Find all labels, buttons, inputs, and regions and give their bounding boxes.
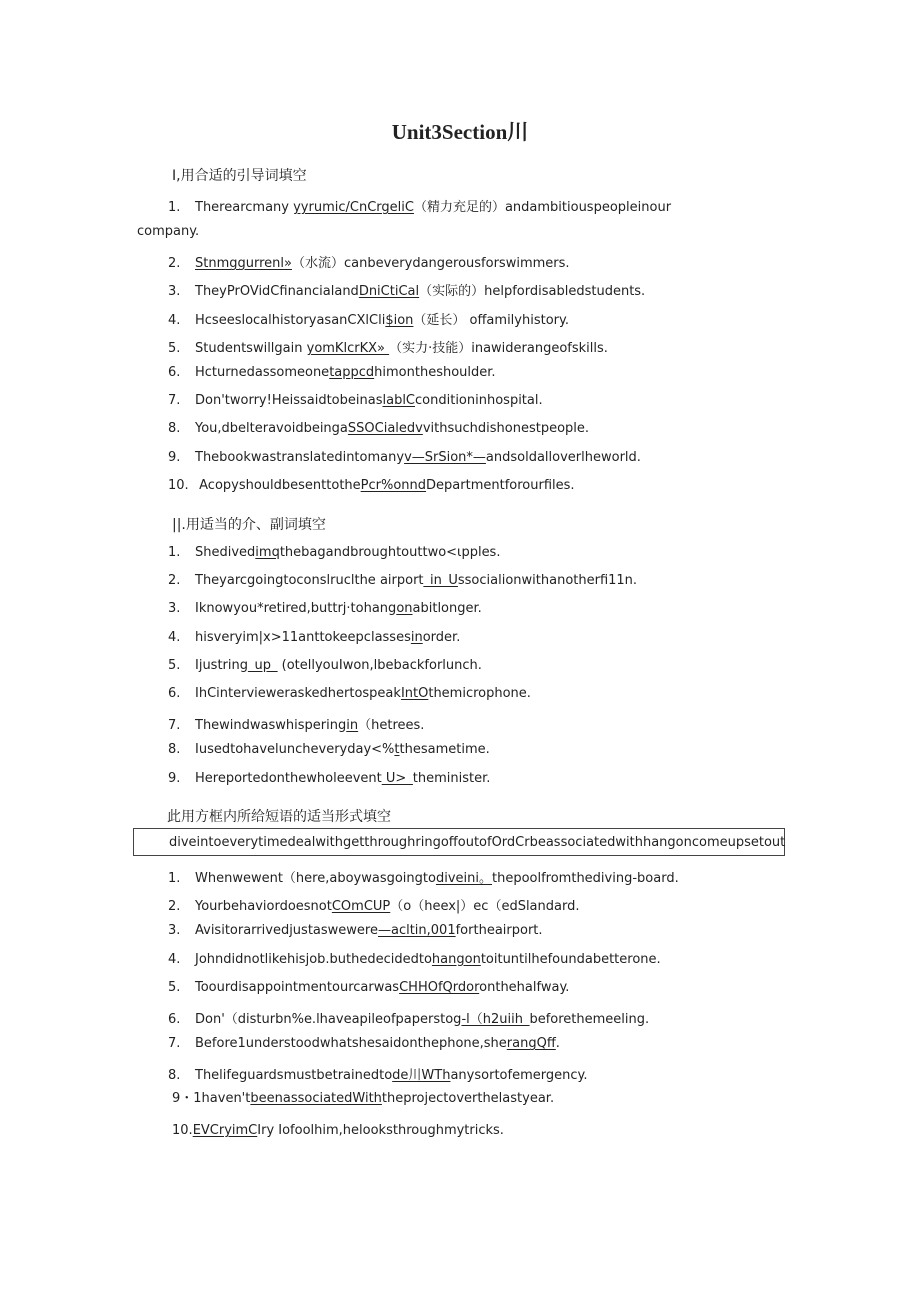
item-text: . [555, 1036, 560, 1052]
exercise-item [168, 771, 490, 786]
item-text: （o（heex|）ec（edSlandard. [390, 899, 580, 915]
item-text: Ijustring [195, 657, 249, 673]
phrase-list: diveintoeverytimedealwithgetthroughringoffoutofOrdCrbeassociatedwithhangoncomeupsetout [169, 835, 786, 850]
answer-blank: Pcr%onnd [360, 477, 427, 493]
item-number: 2. [168, 256, 181, 272]
item-text: Studentswillgain [195, 340, 307, 356]
exercise-item [168, 573, 637, 588]
answer-blank: DniCtiCal [358, 284, 420, 300]
item-text: You,dbelteravoidbeinga [195, 421, 348, 437]
exercise-item [168, 658, 482, 673]
item-number: 6. [168, 686, 181, 701]
item-number: 8. [168, 421, 181, 437]
exercise-item [168, 686, 531, 701]
item-text: （实际的）helpfordisabledstudents. [419, 284, 646, 300]
exercise-item [168, 450, 641, 465]
exercise-item [168, 393, 543, 408]
item-number: 4. [168, 629, 181, 645]
exercise-item [168, 365, 496, 380]
item-text: theprojectoverthelastyear. [381, 1091, 555, 1106]
item-text: Whenwewent（here,aboywasgoingto [195, 871, 436, 886]
exercise-item [168, 867, 679, 886]
item-text: conditioninhospital. [415, 393, 543, 409]
item-text: themicrophone. [428, 686, 531, 701]
answer-blank: v—SrSion*— [404, 449, 486, 465]
exercise-item [168, 309, 569, 328]
answer-blank: on [396, 601, 413, 617]
item-text: order. [422, 629, 461, 645]
section-heading: 此用方框内所给短语的适当形式填空 [167, 809, 391, 825]
item-text: vithsuchdishonestpeople. [422, 421, 590, 437]
item-text: Before1understoodwhatshesaidonthephone,she [195, 1036, 507, 1052]
item-text: （实力·技能）inawiderangeofskills. [389, 340, 608, 356]
item-text: Thewindwaswhispering [195, 718, 347, 734]
answer-blank: beenassociatedWith [250, 1091, 382, 1106]
item-number: 5. [168, 979, 181, 995]
exercise-item [168, 895, 579, 914]
item-text: Hcturnedassomeone [195, 365, 330, 380]
answer-blank: lablC [382, 393, 416, 409]
item-text: Hereportedonthewholeevent [195, 770, 382, 786]
item-text: IhCintervieweraskedhertospeak [195, 686, 401, 701]
item-number: 2. [168, 899, 181, 915]
answer-blank: _up_ [248, 657, 278, 673]
answer-blank: diveini。 [435, 871, 492, 886]
item-number: 7. [168, 393, 181, 409]
answer-blank: tappcd [329, 365, 375, 380]
exercise-item [168, 280, 645, 299]
exercise-item [168, 252, 570, 271]
exercise-item [168, 337, 608, 356]
item-number: 6. [168, 365, 181, 380]
answer-blank: IntO [400, 686, 429, 701]
exercise-item [168, 1064, 587, 1083]
answer-blank: in [410, 629, 423, 645]
answer-blank: -l（h2uiih_ [461, 1012, 530, 1027]
item-text: hisveryim|x>11anttokeepclasses [195, 629, 411, 645]
exercise-item [172, 1087, 554, 1106]
item-number: 3. [168, 923, 181, 939]
item-number: 5. [168, 657, 181, 673]
item-text: Therearcmany [195, 200, 294, 215]
item-text: （延长） offamilyhistory. [413, 312, 569, 328]
item-number: 1. [168, 200, 181, 215]
answer-blank: _in_U [423, 573, 458, 589]
item-text: himontheshoulder. [374, 365, 496, 380]
item-number: 4. [168, 951, 181, 967]
item-text: abitlonger. [412, 601, 482, 617]
answer-blank: rangQff [506, 1036, 556, 1052]
item-continuation: company. [137, 224, 200, 239]
exercise-item [168, 630, 460, 645]
item-text: Acopyshouldbesenttothe [195, 477, 361, 493]
item-number: 7. [168, 718, 181, 734]
item-number: 3. [168, 601, 181, 617]
answer-blank: in [346, 718, 359, 734]
item-number: 10. [168, 477, 189, 493]
item-number: 4. [168, 312, 181, 328]
item-number: 3. [168, 284, 181, 300]
item-text: anysortofemergency. [450, 1068, 588, 1084]
item-number: 2. [168, 573, 181, 589]
answer-blank: yomKlcrKX» [306, 340, 390, 356]
section-heading: Ⅰ,用合适的引导词填空 [172, 168, 307, 184]
answer-blank: hangon [431, 951, 481, 967]
item-text: thebagandbroughtouttwo<ιpples. [279, 545, 501, 560]
item-text: Thelifeguardsmustbetrainedto [195, 1068, 393, 1084]
answer-blank: $ion [385, 312, 414, 328]
exercise-item [168, 980, 569, 995]
answer-blank: COmCUP [331, 899, 391, 915]
exercise-item [168, 601, 482, 616]
item-number: 8. [168, 1068, 181, 1084]
item-text: andsoldalloverlheworld. [485, 449, 641, 465]
exercise-item [168, 952, 661, 967]
item-text: （精力充足的）andambitiouspeopleinour [413, 200, 672, 215]
exercise-item [168, 545, 500, 560]
item-text: Johndidnotlikehisjob.buthedecidedto [195, 951, 432, 967]
item-text: theminister. [412, 770, 491, 786]
answer-blank: CHHOfQrdor [399, 979, 480, 995]
item-number: 7. [168, 1036, 181, 1052]
phrase-box [133, 828, 785, 856]
answer-blank: t [394, 742, 400, 758]
item-text: Toourdisappointmentourcarwas [195, 979, 400, 995]
exercise-item [172, 1123, 504, 1138]
item-text: Shedived [195, 545, 256, 560]
item-text: 9・1haven't [172, 1091, 251, 1106]
item-number: 1. [168, 871, 181, 886]
exercise-item [168, 742, 490, 757]
answer-blank: SSOCialedv [347, 421, 423, 437]
answer-blank: —acltin,001 [377, 923, 456, 939]
exercise-item [168, 1008, 649, 1027]
exercise-item [168, 478, 575, 493]
item-number: 1. [168, 545, 181, 560]
exercise-item [168, 196, 671, 215]
exercise-item [168, 714, 424, 733]
item-text: （水流）canbeverydangerousforswimmers. [291, 256, 570, 272]
item-text: Avisitorarrivedjustaswewere [195, 923, 378, 939]
item-text: Iry Iofoolhim,helooksthroughmytricks. [257, 1123, 504, 1138]
item-text: toituntilhefoundabetterone. [480, 951, 661, 967]
exercise-item [168, 923, 543, 938]
item-text: beforethemeeling. [529, 1012, 650, 1027]
item-number: 8. [168, 742, 181, 758]
item-text: thesametime. [399, 742, 490, 758]
item-text: Don'tworry!Heissaidtobeinas [195, 393, 383, 409]
item-text: 10. [172, 1123, 193, 1138]
item-text: fortheairport. [455, 923, 543, 939]
answer-blank: yyrumic/CnCrgeliC [293, 200, 414, 215]
answer-blank: EVCryimC [192, 1123, 258, 1138]
answer-blank: Stnmggurrenl» [195, 256, 292, 272]
item-text: TheyPrOVidCfinancialand [195, 284, 359, 300]
item-text: ssocialionwithanotherfi11n. [457, 573, 638, 589]
item-text: Don'（disturbn%e.lhaveapileofpaperstog [195, 1012, 462, 1027]
item-text: Thebookwastranslatedintomany [195, 449, 405, 465]
item-number: 9. [168, 449, 181, 465]
answer-blank: U>_ [381, 770, 413, 786]
section-heading: ||.用适当的介、副词填空 [172, 517, 326, 533]
answer-blank: de川WTh [392, 1068, 451, 1084]
exercise-item [168, 1036, 560, 1051]
item-text: (otellyouIwon,lbebackforlunch. [277, 657, 482, 673]
item-number: 9. [168, 770, 181, 786]
item-text: Yourbehaviordoesnot [195, 899, 332, 915]
item-text: onthehalfway. [479, 979, 570, 995]
item-number: 5. [168, 340, 181, 356]
item-text: thepoolfromthediving-board. [491, 871, 679, 886]
item-text: Iusedtohaveluncheveryday<% [195, 742, 395, 758]
item-text: HcseeslocalhistoryasanCXlCli [195, 312, 386, 328]
item-number: 6. [168, 1012, 181, 1027]
item-text: （hetrees. [358, 718, 425, 734]
page-title: Unit3Section川 [391, 120, 529, 144]
item-text: Theyarcgoingtoconslruclthe airport [195, 573, 424, 589]
answer-blank: imq [255, 545, 280, 560]
exercise-item [168, 421, 589, 436]
item-text: Departmentforourfiles. [426, 477, 575, 493]
item-text: Iknowyou*retired,buttrj·tohang [195, 601, 397, 617]
